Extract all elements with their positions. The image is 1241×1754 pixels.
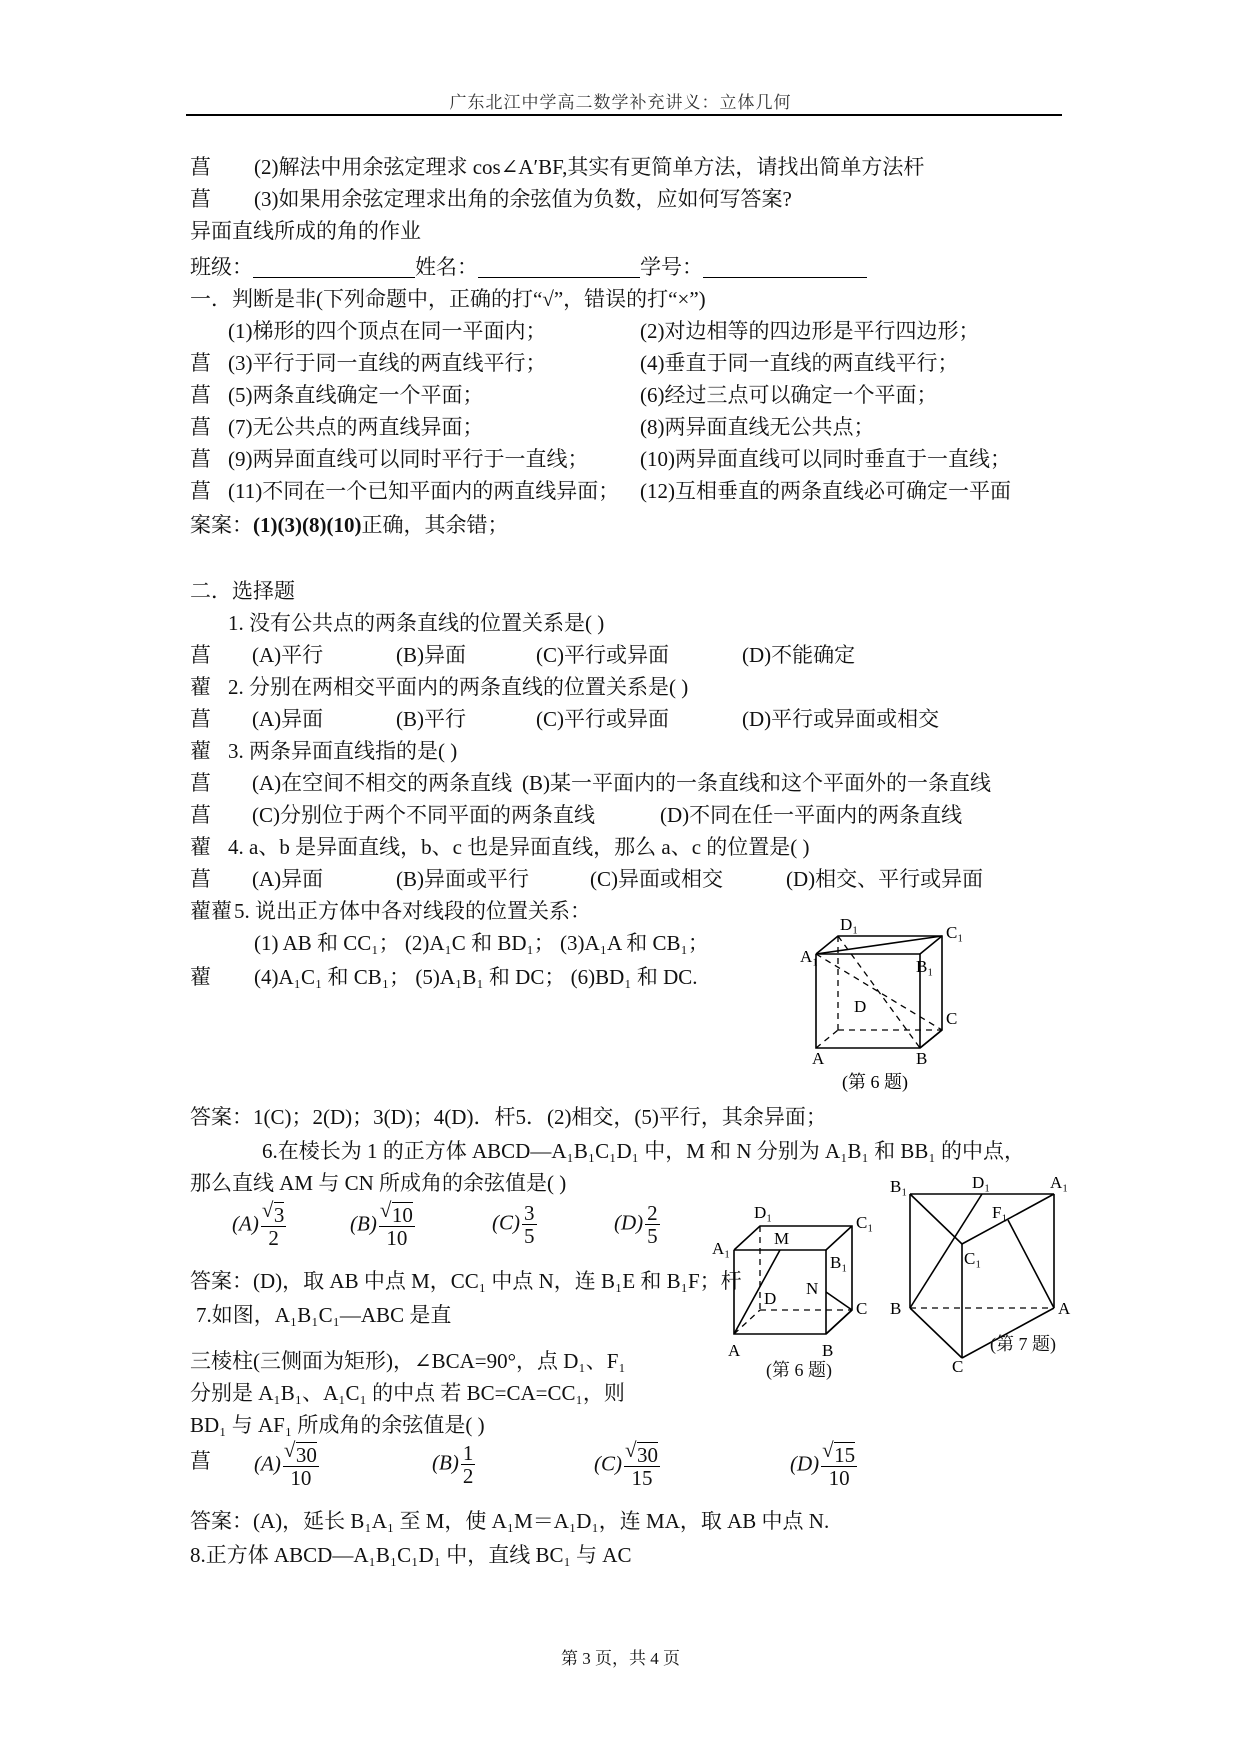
vertex-label: B₁ <box>830 1253 848 1272</box>
row-marker: 菖 <box>190 771 211 795</box>
q7-option-a: (A) √ $\frac{30}{10}$ <box>254 1442 321 1489</box>
vertex-label: A <box>1058 1299 1071 1318</box>
option: (A)平行 <box>252 643 324 667</box>
vertex-label: C₁ <box>946 923 964 942</box>
q7-option-b: (B) $\frac{1}{2}$ <box>432 1441 474 1488</box>
option: (A)异面 <box>252 707 324 731</box>
intro-marker: 菖 <box>190 187 211 211</box>
mc-question-4: 4. a、b 是异面直线，b、c 也是异面直线，那么 a、c 的位置是( ) <box>228 835 810 859</box>
mc-question-2: 2. 分别在两相交平面内的两条直线的位置关系是( ) <box>228 675 689 699</box>
name-field[interactable] <box>478 257 640 278</box>
row-marker: 藋 <box>190 675 211 699</box>
option: (A)异面 <box>252 867 324 891</box>
option: (D)相交、平行或异面 <box>786 867 984 891</box>
vertex-label: N <box>806 1279 819 1298</box>
student-id-label: 学号： <box>640 255 703 279</box>
row-marker: 菖 <box>190 351 211 375</box>
vertex-label: B <box>890 1299 902 1318</box>
cube-figure-2 <box>710 1196 880 1376</box>
class-label: 班级： <box>190 255 253 279</box>
option: (D)不能确定 <box>742 643 856 667</box>
student-id-field[interactable] <box>703 257 867 278</box>
page-header: 广东北江中学高二数学补充讲义：立体几何 <box>449 93 792 112</box>
option: (C)异面或相交 <box>590 867 723 891</box>
answer-6: 答案：(D)，取 AB 中点 M，CC₁ 中点 N，连 B₁E 和 B₁F；杆 <box>190 1269 742 1293</box>
q7-line3: 分别是 A₁B₁、A₁C₁ 的中点 若 BC=CA=CC₁，则 <box>190 1381 625 1405</box>
option: (D)平行或异面或相交 <box>742 707 940 731</box>
row-marker: 菖 <box>190 643 211 667</box>
answer-7: 答案：(A)，延长 B₁A₁ 至 M，使 A₁M＝A₁D₁，连 MA，取 AB 中点 N. <box>190 1509 830 1533</box>
answer-label: 答案： <box>190 1105 253 1129</box>
part2-title: 二．选择题 <box>190 579 295 603</box>
vertex-label: A₁ <box>1050 1173 1069 1192</box>
option: (C)平行或异面 <box>536 643 669 667</box>
mc-question-5: 5. 说出正方体中各对线段的位置关系： <box>234 899 591 923</box>
mc-question-1: 1. 没有公共点的两条直线的位置关系是( ) <box>228 611 605 635</box>
tf-item: (6)经过三点可以确定一个平面； <box>640 383 938 407</box>
option: (C)分别位于两个不同平面的两条直线 <box>252 803 595 827</box>
option: (A)在空间不相交的两条直线 <box>252 771 513 795</box>
row-marker: 藋藋 <box>190 899 232 923</box>
vertex-label: M <box>774 1229 790 1248</box>
option: (B)异面或平行 <box>396 867 529 891</box>
row-marker: 菖 <box>190 415 211 439</box>
tf-item: (8)两异面直线无公共点； <box>640 415 875 439</box>
vertex-label: D₁ <box>840 915 859 934</box>
q5-pairs-line2: (4)A₁C₁ 和 CB₁； (5)A₁B₁ 和 DC； (6)BD₁ 和 DC. <box>254 965 698 989</box>
vertex-label: A <box>728 1341 741 1360</box>
tf-item: (2)对边相等的四边形是平行四边形； <box>640 319 980 343</box>
vertex-label: D₁ <box>754 1203 773 1222</box>
option: (B)异面 <box>396 643 466 667</box>
page-footer: 第 3 页，共 4 页 <box>561 1649 680 1668</box>
answer-rest: 正确，其余错； <box>361 513 509 537</box>
vertex-label: C <box>946 1009 958 1028</box>
tf-item: (10)两异面直线可以同时垂直于一直线； <box>640 447 1011 471</box>
vertex-label: C₁ <box>856 1213 874 1232</box>
row-marker: 藋 <box>190 965 211 989</box>
q7-line2: 三棱柱(三侧面为矩形)，∠BCA=90°，点 D₁、F₁ <box>190 1349 626 1373</box>
q6-option-d: (D) $\frac{2}{5}$ <box>614 1201 658 1248</box>
vertex-label: D <box>764 1289 777 1308</box>
intro-marker: 菖 <box>190 155 211 179</box>
q7-line4: BD₁ 与 AF₁ 所成角的余弦值是( ) <box>190 1413 485 1437</box>
q6-option-c: (C) $\frac{3}{5}$ <box>492 1201 535 1248</box>
vertex-label: B <box>822 1341 834 1360</box>
vertex-label: D₁ <box>972 1173 991 1192</box>
row-marker: 菖 <box>190 383 211 407</box>
header-rule <box>186 114 1062 116</box>
option: (D)不同在任一平面内的两条直线 <box>660 803 963 827</box>
intro-question-2: (2)解法中用余弦定理求 cos∠A′BF,其实有更简单方法，请找出简单方法杆 <box>254 155 925 179</box>
mc-question-3: 3. 两条异面直线指的是( ) <box>228 739 458 763</box>
tf-item: (7)无公共点的两直线异面； <box>228 415 484 439</box>
intro-question-3: (3)如果用余弦定理求出角的余弦值为负数，应如何写答案? <box>254 187 792 211</box>
option: (B)平行 <box>396 707 466 731</box>
vertex-label: B <box>916 1049 928 1068</box>
row-marker: 菖 <box>190 479 211 503</box>
tf-item: (3)平行于同一直线的两直线平行； <box>228 351 547 375</box>
vertex-label: F₁ <box>992 1203 1008 1222</box>
q7-option-c: (C) √ $\frac{30}{15}$ <box>594 1442 662 1489</box>
tf-item: (5)两条直线确定一个平面； <box>228 383 484 407</box>
vertex-label: D <box>854 997 867 1016</box>
tf-item: (9)两异面直线可以同时平行于一直线； <box>228 447 589 471</box>
row-marker: 菖 <box>190 447 211 471</box>
q6-option-a: (A) √ $\frac{3}{2}$ <box>232 1202 288 1249</box>
name-label: 姓名： <box>415 255 478 279</box>
vertex-label: A₁ <box>712 1239 731 1258</box>
cube-figure-1 <box>800 912 980 1092</box>
vertex-label: B₁ <box>916 957 934 976</box>
figure-caption: (第 6 题) <box>766 1360 832 1380</box>
q5-pairs-line1: (1) AB 和 CC₁； (2)A₁C 和 BD₁； (3)A₁A 和 CB₁； <box>254 931 709 955</box>
answers-1-5 <box>190 1102 827 1132</box>
row-marker: 藋 <box>190 835 211 859</box>
figure-caption: (第 6 题) <box>842 1072 908 1092</box>
q6-line2: 那么直线 AM 与 CN 所成角的余弦值是( ) <box>190 1171 567 1195</box>
row-marker: 菖 <box>190 707 211 731</box>
tf-item: (11)不同在一个已知平面内的两直线异面； <box>228 479 620 503</box>
tf-item: (4)垂直于同一直线的两直线平行； <box>640 351 959 375</box>
vertex-label: C <box>856 1299 868 1318</box>
row-marker: 菖 <box>190 803 211 827</box>
student-info-line <box>190 252 867 282</box>
tf-item: (1)梯形的四个顶点在同一平面内； <box>228 319 547 343</box>
option: (B)某一平面内的一条直线和这个平面外的一条直线 <box>522 771 991 795</box>
answer-bold: (1)(3)(8)(10) <box>253 513 362 537</box>
homework-title: 异面直线所成的角的作业 <box>190 219 421 243</box>
vertex-label: A <box>812 1049 825 1068</box>
answer-label: 案案： <box>190 513 253 537</box>
vertex-label: C₁ <box>964 1249 982 1268</box>
class-field[interactable] <box>253 257 415 278</box>
row-marker: 菖 <box>190 867 211 891</box>
q6-option-b: (B) √ $\frac{10}{10}$ <box>350 1202 417 1249</box>
q6-line1: 6.在棱长为 1 的正方体 ABCD—A₁B₁C₁D₁ 中，M 和 N 分别为 A₁B₁ 和 BB₁ 的中点， <box>262 1139 1025 1163</box>
vertex-label: C <box>952 1357 964 1372</box>
row-marker: 菖 <box>190 1449 211 1473</box>
part1-answer <box>190 510 508 540</box>
figure-caption: (第 7 题) <box>990 1334 1056 1354</box>
q7-line1: 7.如图，A₁B₁C₁—ABC 是直 <box>196 1303 452 1327</box>
q7-option-d: (D) √ $\frac{15}{10}$ <box>790 1442 859 1489</box>
answer-text: 1(C)；2(D)；3(D)；4(D)．杆5．(2)相交，(5)平行，其余异面； <box>253 1105 827 1129</box>
question-8: 8.正方体 ABCD—A₁B₁C₁D₁ 中，直线 BC₁ 与 AC <box>190 1543 632 1567</box>
vertex-label: A₁ <box>800 947 819 966</box>
part1-title: 一．判断是非(下列命题中，正确的打“√”，错误的打“×”) <box>190 287 706 311</box>
vertex-label: B₁ <box>890 1177 908 1196</box>
option: (C)平行或异面 <box>536 707 669 731</box>
row-marker: 藋 <box>190 739 211 763</box>
tf-item: (12)互相垂直的两条直线必可确定一平面 <box>640 479 1011 503</box>
